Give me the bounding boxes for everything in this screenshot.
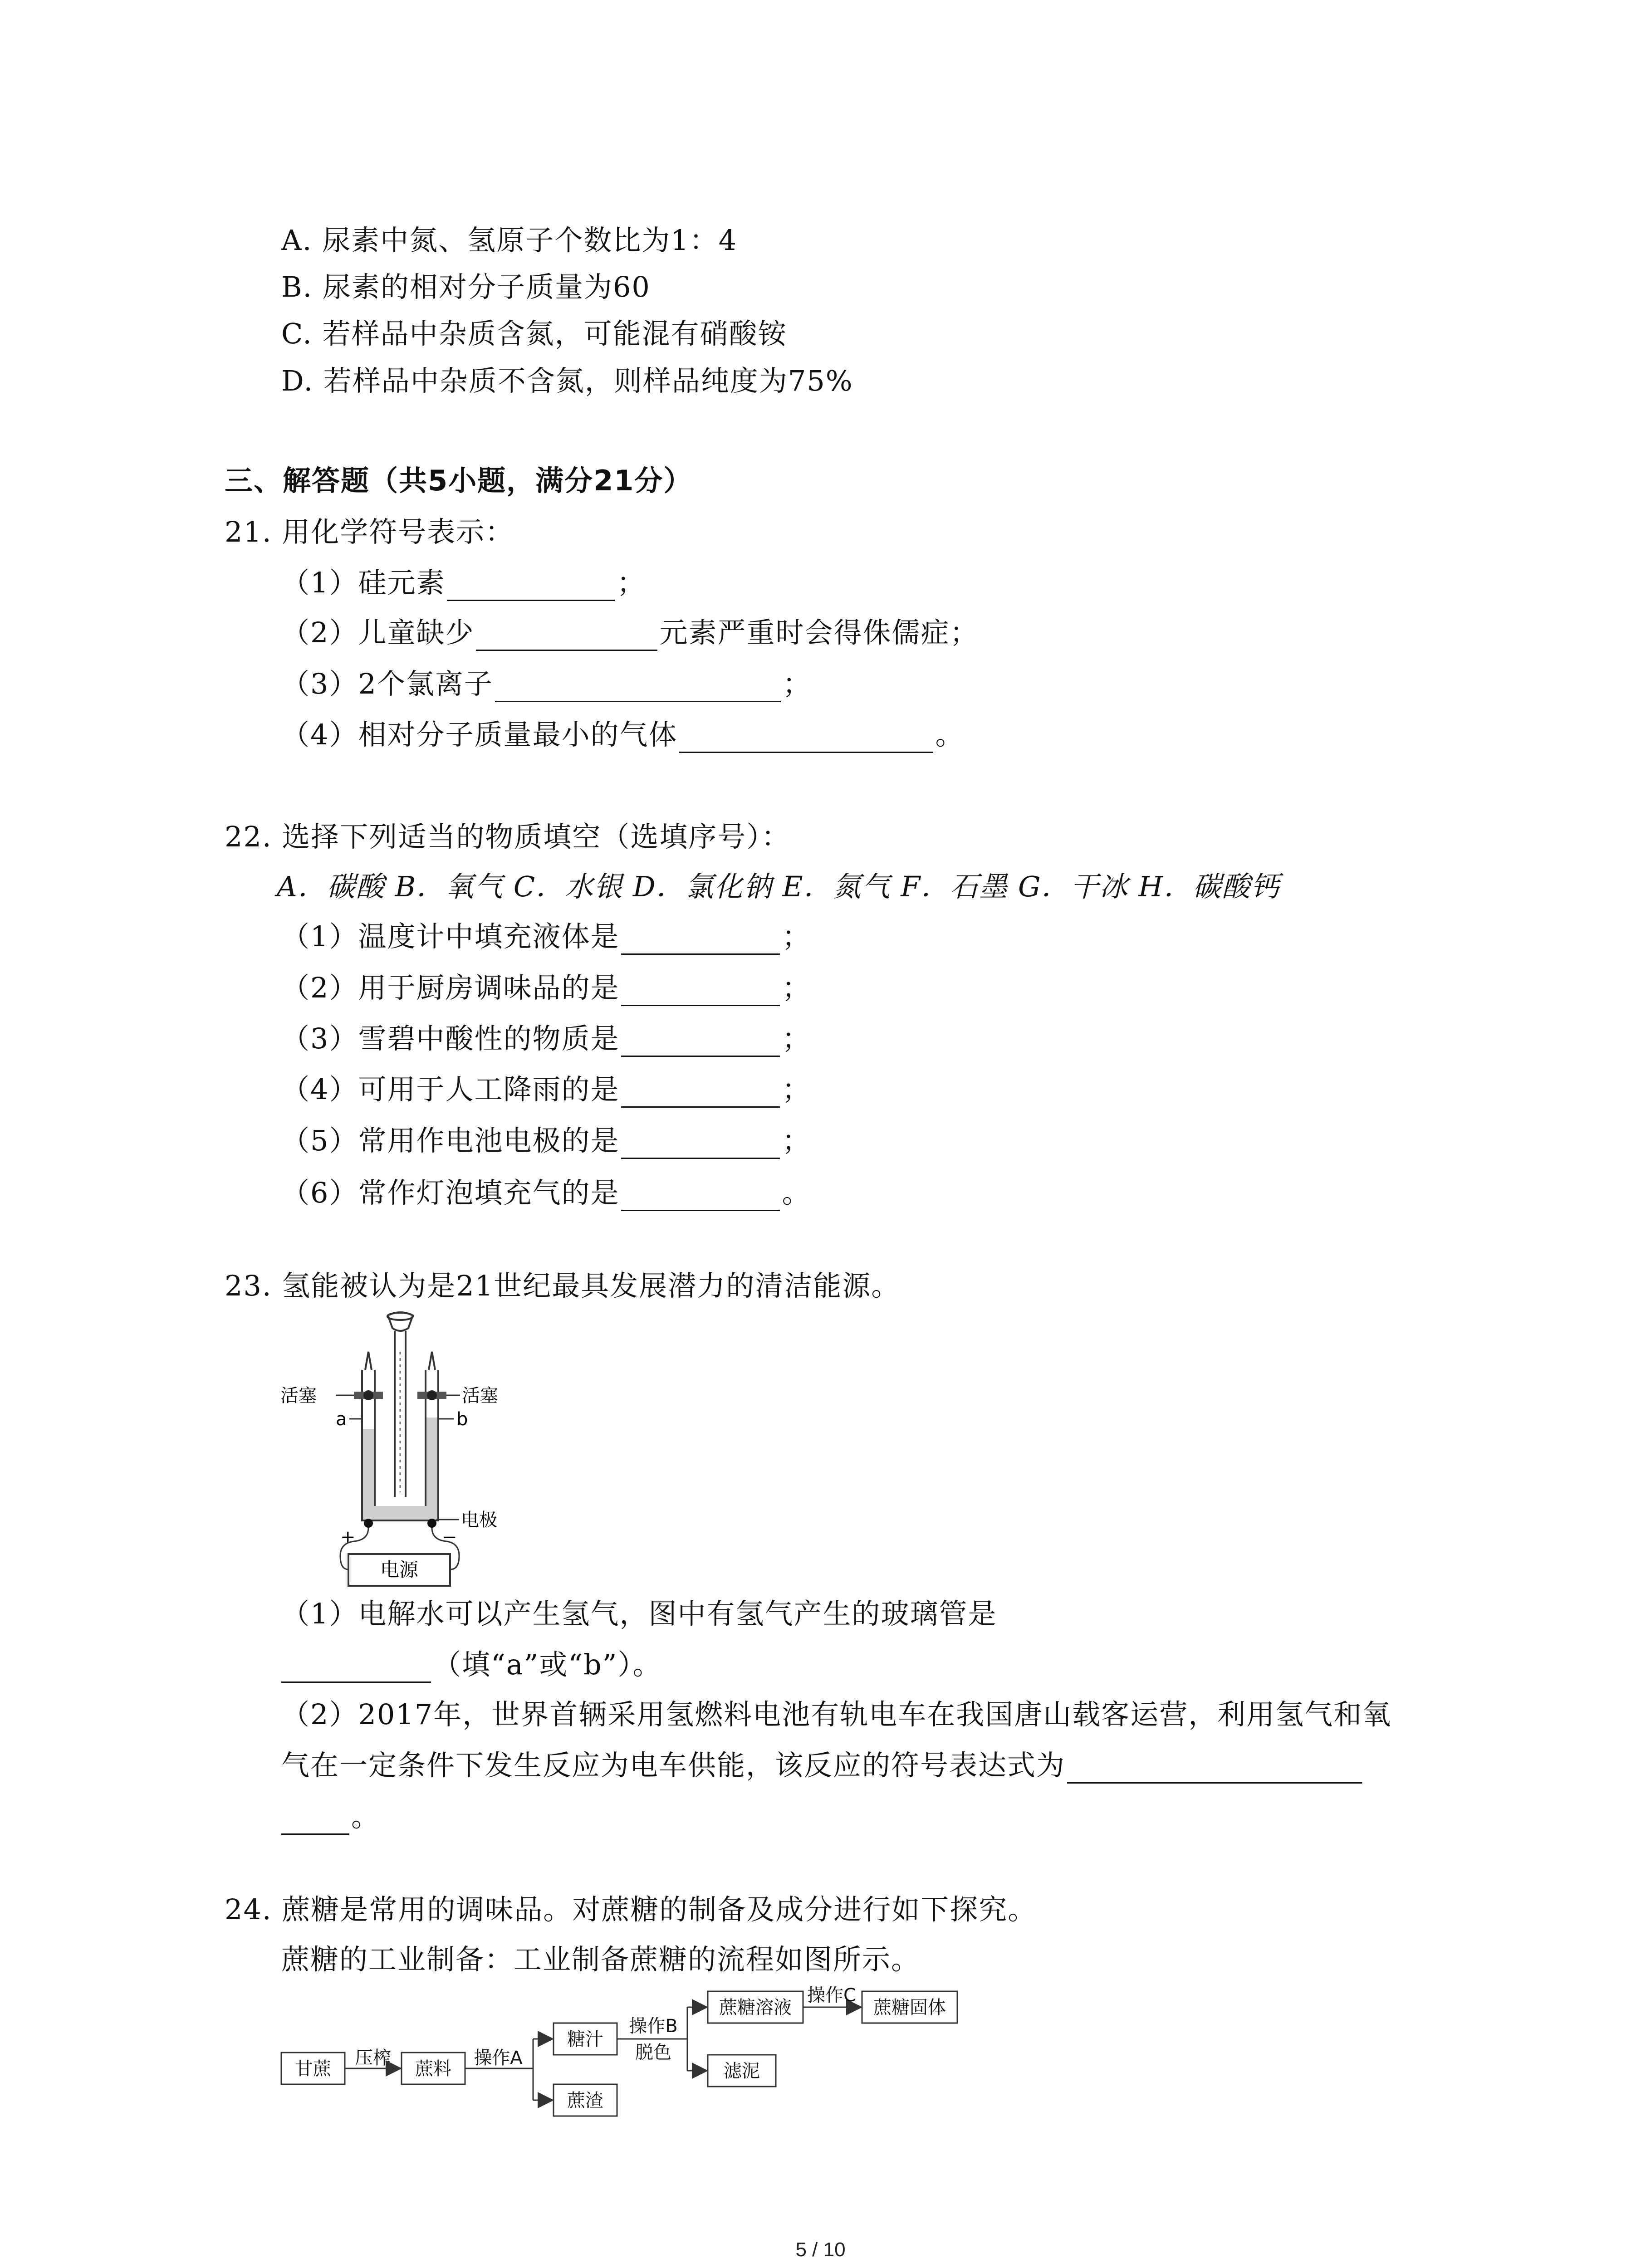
q22-item-5: [281, 1123, 811, 1159]
label-zhezha: 蔗渣: [567, 2090, 603, 2111]
answer-blank[interactable]: [281, 1654, 431, 1683]
label-opA: 操作A: [474, 2048, 523, 2068]
q22-stem: 22. 选择下列适当的物质填空（选填序号）：: [225, 820, 791, 853]
q22-item-2: [281, 970, 811, 1006]
q24-subtitle: 蔗糖的工业制备：工业制备蔗糖的流程如图所示。: [281, 1943, 921, 1976]
answer-blank[interactable]: [621, 1130, 780, 1159]
q21-item-4-punct: 。: [935, 718, 965, 751]
q20-option-c: C. 若样品中杂质含氮，可能混有硝酸铵: [281, 317, 787, 350]
q21-item-2: [281, 615, 979, 651]
electrolysis-diagram: [272, 1311, 535, 1592]
label-opC: 操作C: [807, 1985, 856, 2006]
q23-part2-line2: [281, 1747, 1364, 1784]
q21-item-2-text: （2）儿童缺少: [281, 616, 475, 649]
label-zheliao: 蔗料: [415, 2058, 451, 2079]
tube-a-label: a: [336, 1409, 347, 1430]
q21-item-4-text: （4）相对分子质量最小的气体: [281, 718, 678, 751]
q21-item-1-punct: ；: [617, 566, 646, 599]
q21-item-4: [281, 717, 964, 753]
q22-item-4: [281, 1071, 811, 1108]
answer-blank[interactable]: [495, 674, 781, 702]
label-ganzhe: 甘蔗: [295, 2058, 331, 2079]
section-heading: 三、解答题（共5小题，满分21分）: [225, 464, 693, 497]
q22-item-2-punct: ；: [782, 971, 811, 1004]
q23-stem: 23. 氢能被认为是21世纪最具发展潜力的清洁能源。: [225, 1269, 901, 1302]
q23-part1-line1: （1）电解水可以产生氢气，图中有氢气产生的玻璃管是: [281, 1597, 997, 1630]
funnel-icon: [387, 1312, 413, 1331]
q22-item-2-text: （2）用于厨房调味品的是: [281, 971, 620, 1004]
q24-stem: 24. 蔗糖是常用的调味品。对蔗糖的制备及成分进行如下探究。: [225, 1893, 1037, 1926]
label-guti: 蔗糖固体: [873, 1997, 946, 2018]
q23-part1-text: （填“a”或“b”）。: [433, 1648, 662, 1681]
q22-item-6-text: （6）常作灯泡填充气的是: [281, 1176, 620, 1209]
q22-item-6-punct: 。: [782, 1176, 811, 1209]
answer-blank[interactable]: [447, 572, 615, 601]
label-opB: 操作B: [629, 2016, 678, 2037]
q22-item-4-punct: ；: [782, 1073, 811, 1106]
q22-item-3: [281, 1021, 811, 1057]
power-label: 电源: [380, 1559, 419, 1581]
q21-stem: 21. 用化学符号表示：: [225, 515, 514, 548]
q22-item-3-text: （3）雪碧中酸性的物质是: [281, 1022, 620, 1055]
answer-blank[interactable]: [1067, 1755, 1362, 1784]
q23-part2-end: 。: [351, 1800, 381, 1833]
label-tangzhi: 糖汁: [567, 2029, 603, 2050]
q23-part2-line3: [281, 1799, 380, 1835]
q21-item-3-punct: ；: [782, 667, 812, 700]
valve-left-icon: [354, 1390, 383, 1400]
q20-option-a: A. 尿素中氮、氢原子个数比为1：4: [281, 224, 738, 257]
q22-item-5-punct: ；: [782, 1124, 811, 1157]
label-rongye: 蔗糖溶液: [719, 1997, 792, 2018]
q22-item-1-text: （1）温度计中填充液体是: [281, 920, 620, 953]
tube-b-label: b: [456, 1409, 468, 1430]
q22-item-5-text: （5）常用作电池电极的是: [281, 1124, 620, 1157]
q21-item-2-punct: 元素严重时会得侏儒症；: [659, 616, 979, 649]
q21-item-1-text: （1）硅元素: [281, 566, 446, 599]
answer-blank[interactable]: [621, 1028, 780, 1057]
q22-item-1: [281, 919, 811, 955]
page-number: 5 / 10: [795, 2239, 846, 2261]
middle-tube: [395, 1331, 406, 1497]
sugar-process-flowchart: [272, 1978, 980, 2127]
valve-right-icon: [417, 1390, 446, 1400]
q21-item-3-text: （3）2个氯离子: [281, 667, 493, 700]
answer-blank[interactable]: [679, 724, 933, 753]
q22-item-3-punct: ；: [782, 1022, 811, 1055]
answer-blank[interactable]: [476, 622, 657, 651]
q23-part2-line1: （2）2017年，世界首辆采用氢燃料电池有轨电车在我国唐山载客运营，利用氢气和氧: [281, 1698, 1392, 1731]
q20-option-d: D. 若样品中杂质不含氮，则样品纯度为75%: [281, 364, 853, 397]
answer-blank[interactable]: [621, 1079, 780, 1108]
electrode-label: 电极: [461, 1510, 497, 1530]
answer-blank[interactable]: [621, 1183, 780, 1211]
label-yazha: 压榨: [355, 2048, 391, 2068]
valve-right-label: 活塞: [462, 1385, 498, 1406]
label-tuose: 脱色: [635, 2042, 671, 2063]
q23-part1-line2: [281, 1647, 661, 1683]
label-luni: 滤泥: [724, 2061, 760, 2082]
answer-blank[interactable]: [621, 978, 780, 1006]
q21-item-1: [281, 565, 646, 601]
q20-option-b: B. 尿素的相对分子质量为60: [281, 270, 651, 303]
q21-item-3: [281, 666, 812, 702]
q22-item-4-text: （4）可用于人工降雨的是: [281, 1073, 620, 1106]
valve-left-label: 活塞: [280, 1385, 317, 1406]
answer-blank[interactable]: [281, 1806, 349, 1835]
q23-part2-text: 气在一定条件下发生反应为电车供能，该反应的符号表达式为: [281, 1749, 1066, 1782]
answer-blank[interactable]: [621, 926, 780, 955]
q22-item-1-punct: ；: [782, 920, 811, 953]
q22-options: A．碳酸 B．氧气 C．水银 D．氯化钠 E．氮气 F．石墨 G．干冰 H．碳酸钙: [277, 870, 1280, 903]
plus-sign: +: [340, 1527, 356, 1548]
minus-sign: −: [442, 1527, 457, 1548]
q22-item-6: [281, 1175, 811, 1211]
